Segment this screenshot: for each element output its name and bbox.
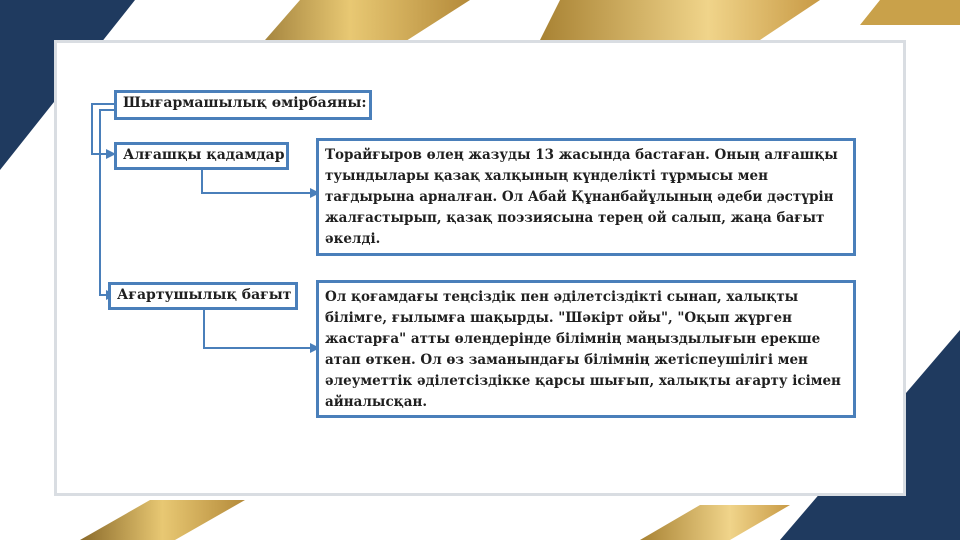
- section-label-text: Алғашқы қадамдар: [123, 147, 285, 163]
- title-box: [114, 90, 372, 120]
- connector-title-to-first: [92, 104, 114, 154]
- section-text-enlightenment: [316, 280, 856, 418]
- section-paragraph: Торайғыров өлең жазуды 13 жасында бастаған. Оның алғашқы туындылары қазақ халқының күнделікті тұрмысы мен тағдырына арналған. Ол Абай Құнанбайұлының әдеби дәстүрін жалғастырып, қазақ поэзиясына терең ой салып, жаңа бағыт әкелді.: [325, 147, 838, 247]
- connector-second-to-text: [204, 308, 312, 348]
- section-label-text: Ағартушылық бағыт: [117, 287, 292, 303]
- connector-first-to-text: [202, 167, 312, 193]
- section-label-enlightenment: [108, 282, 298, 310]
- title-text: Шығармашылық өмірбаяны:: [123, 95, 367, 111]
- section-text-first-steps: [316, 138, 856, 256]
- connector-title-to-second: [100, 110, 114, 295]
- section-paragraph: Ол қоғамдағы теңсіздік пен әділетсіздікті сынап, халықты білімге, ғылымға шақырды. "Шәкірт ойы", "Оқып жүрген жастарға" атты өлеңдерінде білімнің маңыздылығын ерекше атап өткен. Ол өз заманындағы білімнің жетіспеушілігі мен әлеуметтік әділетсіздікке қарсы шығып, халықты ағарту ісімен айналысқан.: [325, 289, 841, 410]
- section-label-first-steps: [114, 142, 289, 170]
